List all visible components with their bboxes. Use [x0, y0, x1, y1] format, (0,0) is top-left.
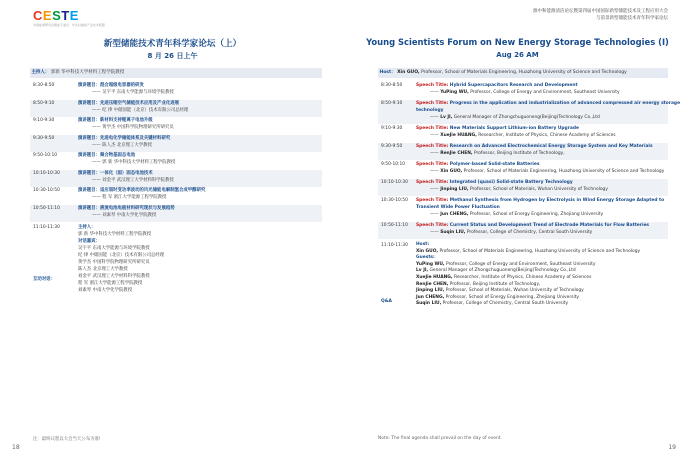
- agenda-row-cn: [30, 100, 322, 117]
- session-time: 9:10-9:30: [381, 126, 403, 131]
- qa-guests-label: 对话嘉宾：: [78, 239, 100, 244]
- speaker: —— 陈人杰 北京理工大学教授: [92, 142, 152, 148]
- session-body: [416, 161, 664, 175]
- qa-guest-affiliation: Professor, School of Materials, Wuhan University of Technology: [445, 288, 584, 294]
- session-time: 10:30-10:50: [381, 198, 408, 203]
- qa-host-name: Xin GUO,: [416, 248, 439, 254]
- session-time: 9:50-10:10: [33, 153, 58, 158]
- session-body: [416, 179, 608, 193]
- speaker-name: XueJie HUANG,: [440, 133, 477, 138]
- speech-title: New Materials Support Lithium-ion Battery Upgrade: [449, 126, 579, 131]
- speech-title-line: [416, 100, 680, 107]
- logo-text: [33, 8, 91, 23]
- speaker-name: Xin GUO,: [440, 169, 463, 174]
- session-body: [416, 197, 664, 218]
- agenda-row-en: [378, 143, 668, 160]
- qa-guest-name: XueJie HUANG,: [416, 274, 453, 280]
- speaker-affiliation: General Manager of Zhongchuguoneng(Beijing)Technology Co.,Ltd: [453, 115, 600, 120]
- speech-label: Speech Title:: [416, 144, 449, 149]
- session-body: [78, 205, 175, 219]
- speech-title-line: [416, 82, 620, 89]
- speaker-name: Suqin LIU,: [440, 230, 466, 235]
- speech-title-line: [78, 135, 170, 142]
- speaker-name: Jinping LIU,: [440, 187, 469, 192]
- speech-title-line: [78, 152, 175, 159]
- speaker-affiliation: Professor, College of Energy and Environment, Southeast University: [470, 90, 620, 95]
- session-body: [78, 135, 170, 149]
- session-time: 8:50-9:10: [33, 100, 55, 106]
- logo-letter: E: [42, 8, 53, 23]
- conference-name-line2: 与前景新型储能技术青年科学家论坛: [596, 16, 668, 21]
- qa-guest: 程 军 浙江大学能源工程学院教授: [78, 281, 143, 286]
- speech-title-line: [416, 161, 664, 168]
- speech-title-line: [416, 125, 616, 132]
- speech-title-line: [416, 143, 653, 150]
- qa-guest: 刘素琴 中南大学化学院教授: [78, 288, 133, 293]
- session-body: [78, 187, 205, 201]
- speech-label: Speech Title:: [416, 223, 449, 228]
- qa-guest: [416, 268, 640, 275]
- speech-title-line: [78, 205, 175, 212]
- ceste-logo: [33, 8, 105, 30]
- speaker: —— 刘素琴 中南大学化学院教授: [92, 212, 157, 218]
- speaker: —— 程 军 浙江大学能源工程学院教授: [92, 195, 167, 200]
- qa-block-en: [378, 242, 668, 352]
- qa-time: 11:10-11:30: [33, 225, 60, 230]
- agenda-row-cn: [30, 205, 322, 222]
- qa-label: 互动对话：: [33, 277, 55, 282]
- session-time: 9:50-10:10: [381, 162, 406, 167]
- speech-title: Polymer-based Solid-state Batteries: [449, 162, 540, 167]
- qa-guest-affiliation: Professor, College of Energy and Environment, Southeast University: [446, 261, 596, 267]
- speaker-affiliation: Professor, Beijing Institute of Technology,: [473, 151, 565, 156]
- session-body: [78, 152, 175, 166]
- session-body: [78, 100, 188, 114]
- session-body: [416, 143, 653, 157]
- speech-title-line: [78, 170, 174, 177]
- qa-guest: [416, 288, 640, 295]
- speech-label: 演讲题目：: [78, 100, 100, 106]
- speech-title: 新材料支持锂离子电池升级: [99, 118, 153, 123]
- agenda-row-en: [378, 161, 668, 178]
- speaker-affiliation: Researcher, Institute of Physics, Chinese Academy of Sciences: [478, 133, 616, 138]
- session-time: 8:30-8:50: [381, 83, 403, 88]
- session-time: 9:10-9:30: [33, 118, 55, 123]
- host-label: 主持人：: [31, 70, 50, 75]
- qa-host: 郭 新 华中科技大学材料工程学院教授: [78, 232, 152, 237]
- qa-guest: 黄学杰 中国科学院物理研究所研究员: [78, 260, 150, 265]
- session-time: 9:30-9:50: [33, 135, 55, 141]
- speaker-name: Lv JI,: [440, 115, 453, 120]
- speech-label: Speech Title:: [416, 101, 449, 106]
- agenda-row-en: [378, 125, 668, 142]
- speaker: —— 郭 新 华中科技大学材料工程学院教授: [92, 160, 176, 165]
- qa-body: [78, 224, 164, 294]
- session-time: 10:30-10:50: [33, 188, 60, 193]
- qa-guest: [416, 275, 640, 282]
- qa-block-cn: [30, 224, 322, 314]
- qa-guest-affiliation: General Manager of Zhongchuguoneng(Beijing)Technology Co.,Ltd: [429, 268, 576, 274]
- session-body: [416, 222, 649, 236]
- page-number-left: 18: [12, 444, 20, 451]
- speaker: —— 纪 律 中储国能（北京）技术有限公司总经理: [92, 107, 189, 113]
- speaker: —— 吴宇平 东南大学能源与环境学院教授: [92, 90, 174, 95]
- host-bar-cn: [30, 68, 322, 78]
- speech-title: 先进压缩空气储能技术应用及产业化进展: [99, 100, 180, 106]
- speech-label: Speech Title:: [416, 83, 449, 88]
- session-time: 8:50-9:10: [381, 101, 403, 106]
- host-affiliation-en: Professor, School of Materials Engineering, Huazhong University of Science and Technology: [421, 70, 627, 75]
- speech-title-line: [78, 187, 205, 194]
- page-title-cn: 新型储能技术青年科学家论坛（上）: [103, 39, 242, 49]
- speech-title: Integrated (quasi) Solid-state Battery Technology: [449, 180, 573, 185]
- speech-label: Speech Title:: [416, 126, 449, 131]
- speech-title-line2: technology: [416, 108, 444, 113]
- speaker-name: Jun CHENG,: [440, 212, 469, 217]
- footer-note-cn: 注：最终议程以大会当天公布为准!: [33, 437, 101, 442]
- date-en: Aug 26 AM: [496, 51, 539, 59]
- session-time: 10:10-10:30: [381, 180, 408, 185]
- speaker-name: RenJie CHEN,: [440, 151, 473, 156]
- speech-title-line: [78, 82, 174, 89]
- qa-guest-affiliation: Professor, School of Energy Engineering, Zhejiang University: [445, 294, 579, 300]
- qa-guest-name: Jinping LIU,: [416, 288, 445, 294]
- speech-title-line: [78, 100, 188, 107]
- speech-title-line: [416, 222, 649, 229]
- qa-host-label: 主持人：: [78, 225, 96, 230]
- session-body: [416, 82, 620, 96]
- logo-letter: T: [61, 8, 70, 23]
- speech-label: 演讲题目：: [78, 153, 100, 158]
- qa-guest-name: Lv JI,: [416, 268, 429, 274]
- speaker: —— 刘金平 武汉理工大学材料科学院教授: [92, 177, 174, 183]
- speech-label: 演讲题目：: [78, 135, 100, 141]
- speech-label: Speech Title:: [416, 198, 449, 203]
- speech-title: 先进电化学储能体系及关键材料研究: [99, 135, 171, 141]
- agenda-row-cn: [30, 187, 322, 204]
- speech-label: 演讲题目：: [78, 188, 100, 193]
- speech-label: 演讲题目：: [78, 83, 100, 88]
- qa-guest-name: YuPing WU,: [416, 261, 445, 267]
- agenda-row-cn: [30, 170, 322, 187]
- qa-guest: 吴宇平 东南大学能源与环境学院教授: [78, 246, 150, 251]
- qa-host: [416, 249, 640, 256]
- agenda-row-en: [378, 222, 668, 239]
- page-number-right: 19: [668, 444, 676, 451]
- qa-guest: 纪 律 中储国能（北京）技术有限公司总经理: [78, 253, 165, 258]
- logo-letter: E: [69, 8, 79, 23]
- session-time: 10:50-11:10: [33, 205, 60, 211]
- session-body: [416, 100, 680, 121]
- speaker: —— RenJie CHEN, Professor, Beijing Institute of Technology,: [430, 151, 565, 156]
- speaker-affiliation: Professor, School of Materials, Wuhan University of Technology: [469, 187, 608, 192]
- host-bar-en: [378, 68, 668, 78]
- speech-title: 液流电池电极材料研究现状与发展趋势: [99, 205, 175, 211]
- conference-name-line1: 源中和能源清洁论坛暨第四届中国国际新型储能技术及工程应用大会: [533, 9, 668, 14]
- session-body: [78, 117, 174, 131]
- qa-label: Q&A: [381, 299, 392, 304]
- speaker: —— Suqin LIU, Professor, College of Chemistry, Central South University: [430, 230, 593, 235]
- qa-host-affiliation: Professor, School of Materials Engineering, Huazhong University of Science and Technology: [439, 248, 641, 254]
- page-title-en: Young Scientists Forum on New Energy Storage Technologies (I): [366, 37, 669, 47]
- speech-title-line: [416, 197, 664, 204]
- qa-guest: 刘金平 武汉理工大学材料科学院教授: [78, 274, 150, 279]
- speaker-affiliation: Professor, School of Energy Engineering, Zhejiang University: [469, 212, 604, 217]
- session-time: 8:30-8:50: [33, 83, 55, 88]
- speaker: —— Xin GUO, Professor, School of Materials Engineering, Huazhong University of Science and Technology: [430, 169, 665, 174]
- qa-guest: [416, 301, 640, 308]
- speaker-name: YuPing WU,: [440, 90, 469, 95]
- speech-label: Speech Title:: [416, 162, 449, 167]
- speaker-affiliation: Professor, College of Chemistry, Central South University: [466, 230, 593, 235]
- session-body: [416, 125, 616, 139]
- agenda-row-cn: [30, 117, 322, 134]
- qa-host-label: Host:: [416, 242, 430, 247]
- speaker: —— Jinping LIU, Professor, School of Materials, Wuhan University of Technology: [430, 187, 608, 192]
- agenda-row-cn: [30, 152, 322, 169]
- session-body: [78, 82, 174, 96]
- speech-title: 混合超级电容器的研发: [99, 83, 144, 88]
- speech-title: Progress in the application and industrialization of advanced compressed air energy storage: [449, 101, 681, 106]
- qa-guest-name: Suqin LIU,: [416, 301, 442, 307]
- speech-title: Hybrid Supercapacitors Research and Development: [449, 83, 578, 88]
- logo-letter: S: [52, 8, 62, 23]
- logo-subtitle: 中国能源研究会储能专委会 · 中关村储能产业技术联盟: [33, 23, 105, 27]
- speaker: —— 黄学杰 中国科学院物理研究所研究员: [92, 125, 174, 130]
- speech-title: 聚合物基固态电池: [99, 153, 136, 158]
- speech-label: Speech Title:: [416, 180, 449, 185]
- agenda-row-en: [378, 100, 681, 124]
- qa-time: 11:10-11:30: [381, 243, 408, 248]
- speaker: —— XueJie HUANG, Researcher, Institute of Physics, Chinese Academy of Sciences: [430, 133, 616, 138]
- session-time: 10:50-11:10: [381, 223, 408, 228]
- agenda-row-en: [378, 179, 668, 196]
- date-cn: 8 月 26 日上午: [147, 52, 198, 60]
- speaker-affiliation: Professor, School of Materials Engineering, Huazhong University of Science and Technology: [463, 169, 665, 174]
- speech-title-line: [78, 117, 174, 124]
- speaker: —— Lv JI, General Manager of Zhongchuguoneng(Beijing)Technology Co.,Ltd: [430, 115, 600, 120]
- speech-label: 演讲题目：: [78, 170, 100, 176]
- qa-guest: 陈人杰 北京理工大学教授: [78, 267, 128, 272]
- host-label-en: Host：: [379, 70, 396, 75]
- host-name-en: Xin GUO,: [397, 70, 420, 75]
- session-body: [78, 170, 174, 184]
- session-time: 10:10-10:30: [33, 170, 60, 176]
- agenda-row-cn: [30, 82, 322, 99]
- speech-title: Methanol Synthesis from Hydrogen by Electrolysis in Wind Energy Storage Adapted to: [449, 198, 665, 203]
- speech-title: Research on Advanced Electrochemical Energy Storage System and Key Materials: [449, 144, 653, 149]
- qa-guests-label: Guests:: [416, 255, 435, 261]
- session-time: 9:30-9:50: [381, 144, 403, 149]
- agenda-row-cn: [30, 135, 322, 152]
- speech-title-line: [416, 179, 608, 186]
- qa-guest-affiliation: Professor, College of Chemistry, Central South University: [442, 301, 569, 307]
- speech-label: 演讲题目：: [78, 118, 100, 123]
- speech-label: 演讲题目：: [78, 205, 100, 211]
- agenda-row-en: [378, 82, 668, 99]
- speech-title: 适应弱时变功率波动的风光储能电解制氢合成甲醇研究: [99, 188, 206, 193]
- conference-name: [533, 8, 668, 22]
- host-name: 郭新 华中科技大学材料工程学院教授: [50, 70, 125, 75]
- speaker: —— YuPing WU, Professor, College of Energy and Environment, Southeast University: [430, 90, 620, 95]
- footer-note-en: Note: The final agenda shall prevail on the day of event.: [378, 436, 502, 441]
- qa-guest-name: Jun CHENG,: [416, 294, 445, 300]
- qa-guest-affiliation: Professor, Beijing Institute of Technology,: [449, 281, 541, 287]
- speech-title: 一体化（固）固态电池技术: [99, 170, 153, 176]
- qa-guest-name: RenJie CHEN,: [416, 281, 449, 287]
- speech-title: Current Status and Development Trend of Electrode Materials for Flow Batteries: [449, 223, 650, 228]
- agenda-row-en: [378, 197, 668, 221]
- speech-title-line2: Transient Wide Power Fluctuation: [416, 205, 500, 210]
- right-page: [345, 0, 690, 468]
- logo-letter: C: [33, 8, 43, 23]
- qa-guest-affiliation: Researcher, Institute of Physics, Chinese Academy of Sciences: [454, 274, 592, 280]
- speaker: —— Jun CHENG, Professor, School of Energy Engineering, Zhejiang University: [430, 212, 604, 217]
- qa-body: [416, 242, 640, 308]
